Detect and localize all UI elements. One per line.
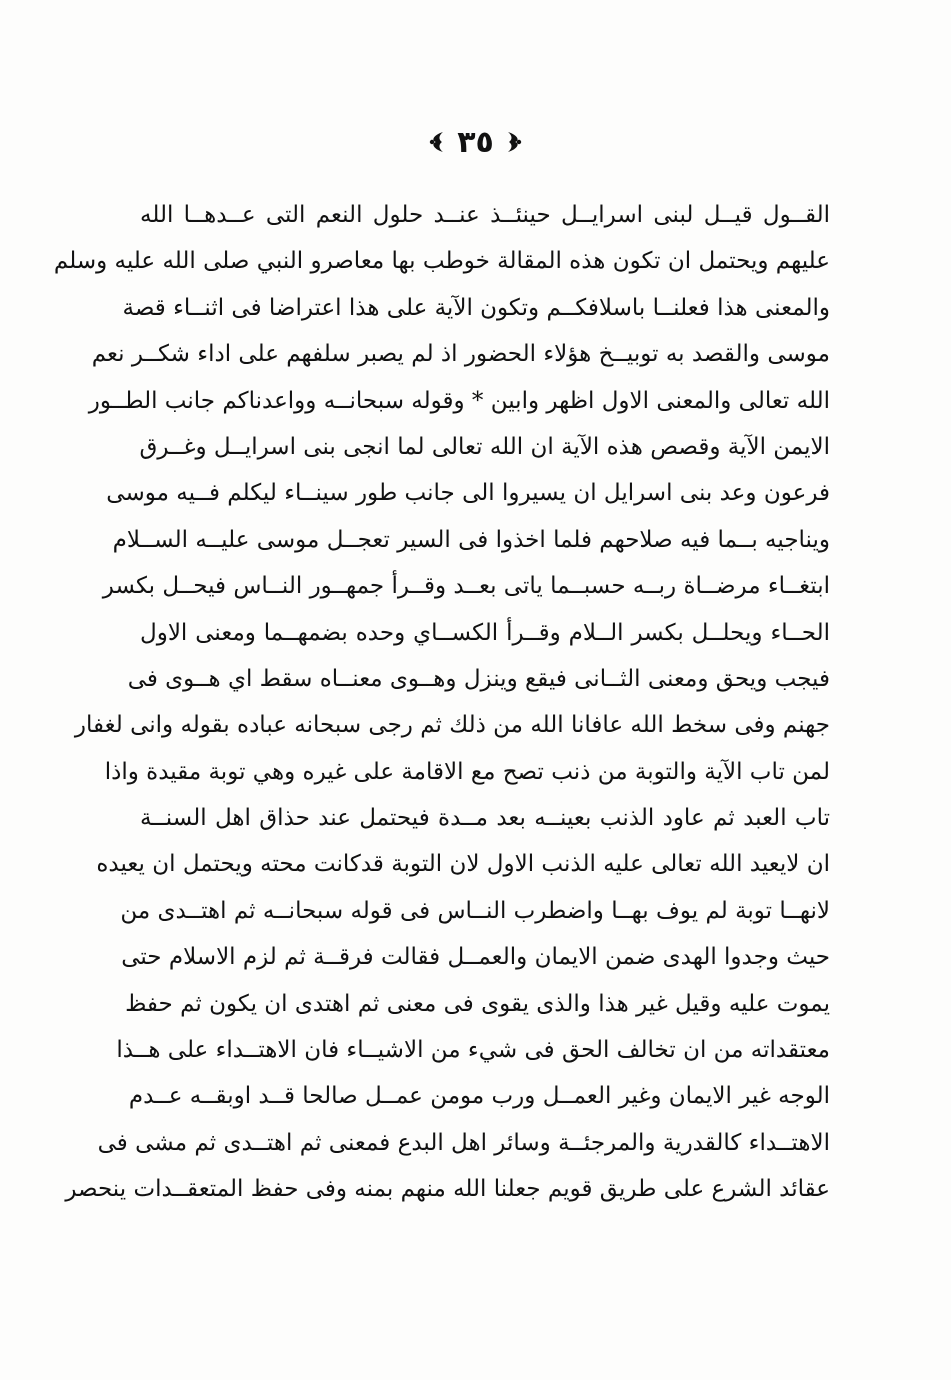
text-line-16: لانهــا توبة لم يوف بهــا واضطرب النــاس فى قوله سبحانــه ثم اهتــدى من — [120, 897, 830, 924]
text-line-10: الحــاء ويحلــل بكسر الــلام وقــرأ الكســاي وحده بضمهــما ومعنى الاول — [140, 619, 830, 646]
page-number: ٣٥ — [457, 124, 494, 160]
text-line-3: والمعنى هذا فعلنــا باسلافكــم وتكون الآية على هذا اعتراضا فى اثنــاء قصة — [122, 294, 830, 321]
text-line-9: ابتغــاء مرضــاة ربــه حسبــما ياتى بعــد وقــرأ جمهــور النــاس فيحــل بكسر — [102, 573, 830, 600]
text-line-22: عقائد الشرع على طريق قويم جعلنا الله منهم بمنه وفى حفظ المتعقــدات ينحصر — [65, 1176, 830, 1203]
text-line-11: فيجب ويحق ومعنى الثــانى فيقع وينزل وهــوى معنــاه سقط اي هــوى فى — [127, 665, 830, 692]
body-text — [53, 192, 830, 1213]
text-line-13: لمن تاب الآية والتوبة من ذنب تصح مع الاقامة على غيره وهي توبة مقيدة واذا — [104, 758, 830, 785]
left-ornament-icon — [427, 129, 447, 155]
text-line-19: معتقداته من ان تخالف الحق فى شيء من الاشيــاء فان الاهتــداء على هــذا — [116, 1037, 830, 1064]
text-line-21: الاهتــداء كالقدرية والمرجئــة وسائر اهل البدع فمعنى ثم اهتــدى ثم مشى فى — [97, 1129, 830, 1156]
text-line-1: القــول قيــل لبنى اسرايــل حينئــذ عنــد حلول النعم التى عــدهــا الله — [140, 202, 830, 228]
text-line-18: يموت عليه وقيل غير هذا والذى يقوى فى معنى ثم اهتدى ان يكون ثم حفظ — [125, 990, 830, 1017]
right-ornament-icon — [504, 129, 524, 155]
text-line-6: الايمن الآية وقصص هذه الآية ان الله تعالى لما انجى بنى اسرايــل وغــرق — [139, 433, 830, 460]
text-line-17: حيث وجدوا الهدى ضمن الايمان والعمــل فقالت فرقــة ثم لزم الاسلام حتى — [121, 944, 830, 971]
text-line-15: ان لايعيد الله تعالى عليه الذنب الاول لان التوبة قدكانت محته ويحتمل ان يعيده — [96, 851, 830, 878]
text-line-2: عليهم ويحتمل ان تكون هذه المقالة خوطب بها معاصرو النبي صلى الله عليه وسلم — [53, 248, 830, 275]
text-line-8: ويناجيه بــما فيه صلاحهم فلما اخذوا فى السير تعجــل موسى عليــه الســلام — [112, 526, 830, 553]
text-line-20: الوجه غير الايمان وغير العمــل ورب مومن عمــل صالحا قــد اوبقــه عــدم — [128, 1083, 830, 1110]
text-line-5: الله تعالى والمعنى الاول اظهر وابين * وقوله سبحانــه وواعدناكم جانب الطــور — [88, 387, 830, 414]
text-line-4: موسى والقصد به توبيــخ هؤلاء الحضور اذ لم يصبر سلفهم على اداء شكــر نعم — [91, 341, 830, 368]
text-line-12: جهنم وفى سخط الله عافانا الله من ذلك ثم رجى سبحانه عباده بقوله وانى لغفار — [74, 712, 830, 739]
text-line-7: فرعون وعد بنى اسرايل ان يسيروا الى جانب طور سينــاء ليكلم فــيه موسى — [106, 480, 830, 507]
text-line-14: تاب العبد ثم عاود الذنب بعينــه بعد مــدة فيحتمل عند حذاق اهل السنــة — [140, 805, 830, 832]
page-header — [0, 120, 951, 164]
